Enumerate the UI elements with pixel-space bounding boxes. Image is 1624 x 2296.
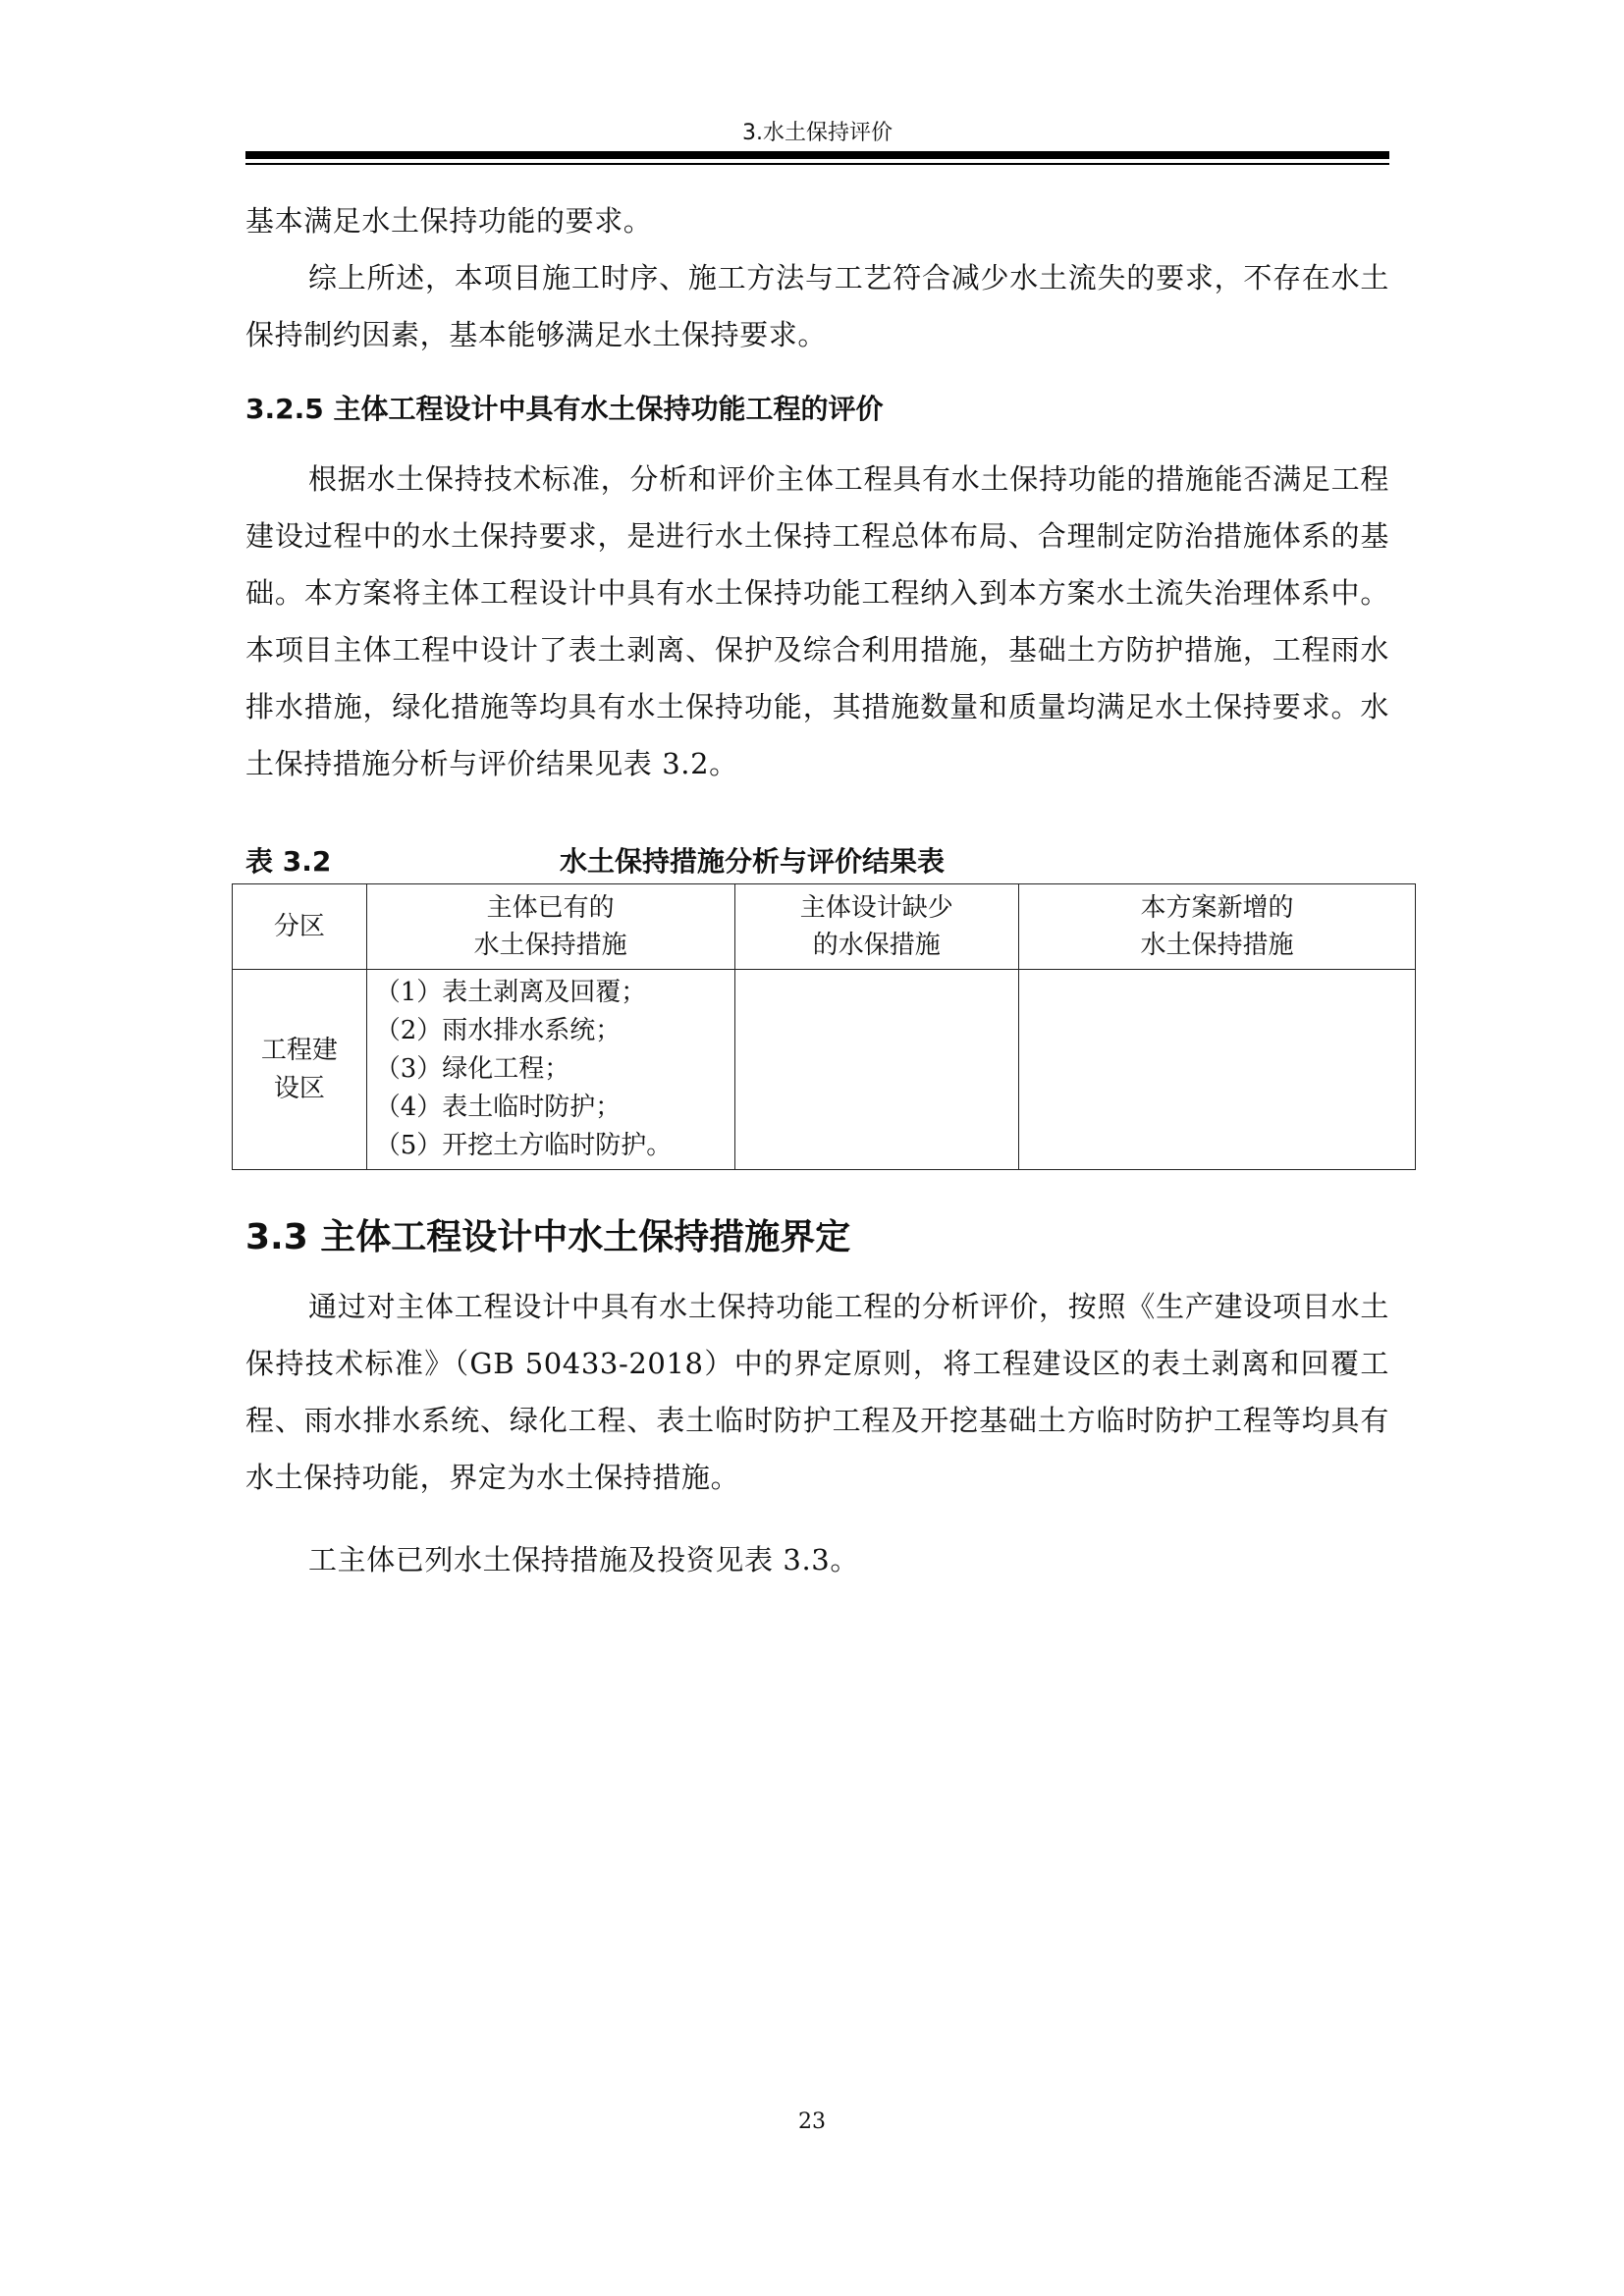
header-missing-line1: 主体设计缺少: [799, 893, 953, 923]
section-3-2-5-paragraph: 根据水土保持技术标准，分析和评价主体工程具有水土保持功能的措施能否满足工程建设过程中的水土保持要求，是进行水土保持工程总体布局、合理制定防治措施体系的基础。本方案将主体工程设计中具有水土保持功能工程纳入到本方案水土流失治理体系中。本项目主体工程中设计了表土剥离、保护及综合利用措施，基础土方防护措施，工程雨水排水措施，绿化措施等均具有水土保持功能，其措施数量和质量均满足水土保持要求。水土保持措施分析与评价结果见表 3.2。: [245, 462, 1389, 780]
header-existing-line1: 主体已有的: [486, 893, 615, 923]
section-3-2-5-heading: 3.2.5 主体工程设计中具有水土保持功能工程的评价: [245, 393, 884, 425]
summary-paragraph: 综上所述，本项目施工时序、施工方法与工艺符合减少水土流失的要求，不存在水土保持制约因素，基本能够满足水土保持要求。: [245, 261, 1389, 351]
section-3-3-heading: 3.3 主体工程设计中水土保持措施界定: [245, 1217, 851, 1257]
table-caption: [245, 840, 1389, 880]
header-existing-measures: [366, 884, 734, 970]
header-rule-thin: [245, 163, 1389, 165]
section-3-3-reference: 工主体已列水土保持措施及投资见表 3.3。: [308, 1543, 859, 1576]
table-row: [233, 970, 1416, 1170]
table-title: 水土保持措施分析与评价结果表: [560, 845, 946, 878]
header-added-line1: 本方案新增的: [1140, 893, 1294, 923]
header-missing-measures: [734, 884, 1018, 970]
header-zone: 分区: [233, 884, 367, 970]
header-added-measures: [1018, 884, 1415, 970]
measure-item: （3）绿化工程；: [374, 1054, 570, 1084]
measure-item: （4）表土临时防护；: [374, 1093, 622, 1122]
page-number: 23: [798, 2109, 826, 2134]
section-3-3-paragraph: 通过对主体工程设计中具有水土保持功能工程的分析评价，按照《生产建设项目水土保持技术标准》（GB 50433-2018）中的界定原则，将工程建设区的表土剥离和回覆工程、雨水排水系统、绿化工程、表土临时防护工程及开挖基础土方临时防护工程等均具有水土保持功能，界定为水土保持措施。: [245, 1290, 1389, 1494]
measure-item: （1）表土剥离及回覆；: [374, 978, 647, 1007]
table-header-row: [233, 884, 1416, 970]
header-rule-thick: [245, 151, 1389, 159]
table-number: 表 3.2: [245, 845, 332, 878]
existing-measures-cell: [366, 970, 734, 1170]
zone-line1: 工程建: [260, 1035, 338, 1065]
continuation-text: 基本满足水土保持功能的要求。: [245, 204, 653, 238]
missing-measures-cell: [734, 970, 1018, 1170]
zone-cell: [233, 970, 367, 1170]
running-header: 3.水土保持评价: [742, 121, 893, 145]
measure-item: （5）开挖土方临时防护。: [374, 1131, 673, 1160]
measures-table: [232, 883, 1416, 1170]
measure-item: （2）雨水排水系统；: [374, 1016, 622, 1045]
header-missing-line2: 的水保措施: [812, 931, 941, 960]
header-existing-line2: 水土保持措施: [473, 931, 627, 960]
header-added-line2: 水土保持措施: [1140, 931, 1294, 960]
added-measures-cell: [1018, 970, 1415, 1170]
zone-line2: 设区: [273, 1073, 325, 1103]
